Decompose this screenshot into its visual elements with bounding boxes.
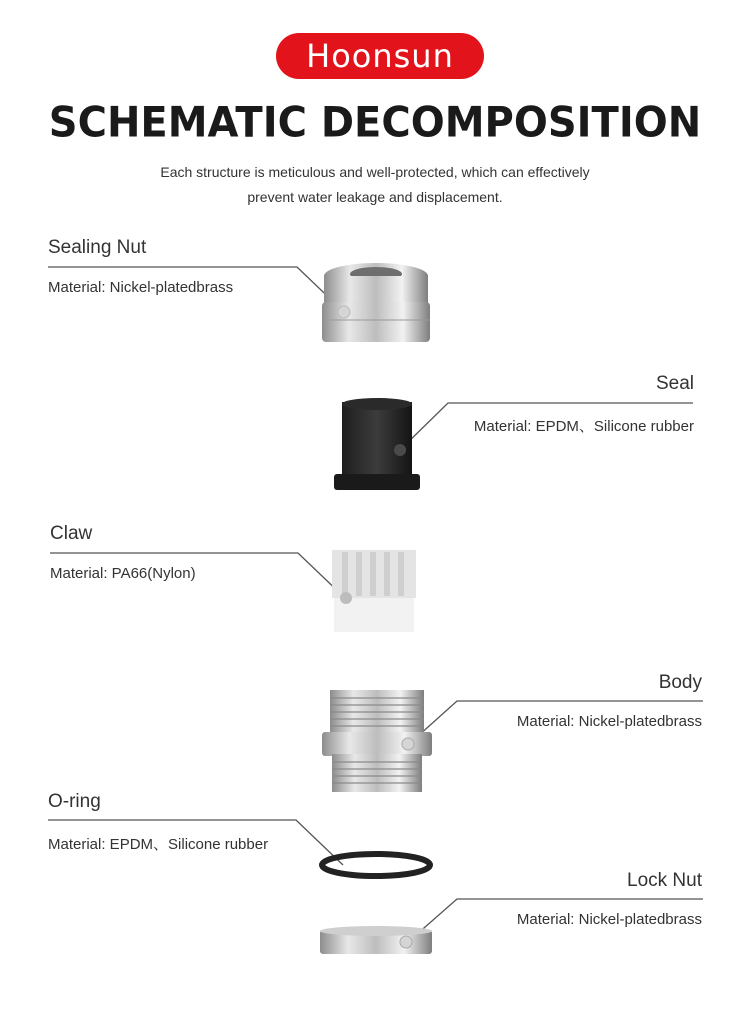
claw-material: Material: PA66(Nylon) — [50, 565, 196, 582]
brand-logo-text: Hoonsun — [306, 37, 454, 75]
o-ring-material: Material: EPDM、Silicone rubber — [48, 836, 269, 853]
seal-material: Material: EPDM、Silicone rubber — [473, 418, 694, 435]
claw-image — [328, 548, 420, 634]
seal-image — [332, 398, 422, 494]
o-ring-label: O-ring — [48, 791, 101, 812]
claw-label: Claw — [50, 523, 93, 544]
seal-label: Seal — [655, 373, 694, 394]
sealing-nut-image — [318, 262, 434, 344]
lock-nut-image — [318, 924, 434, 958]
body-label: Body — [658, 672, 702, 693]
subtitle-line-2: prevent water leakage and displacement. — [247, 189, 503, 205]
body-image — [320, 688, 434, 794]
o-ring-image — [318, 850, 434, 880]
lock-nut-material: Material: Nickel-platedbrass — [516, 911, 702, 928]
sealing-nut-label: Sealing Nut — [48, 237, 147, 258]
body-material: Material: Nickel-platedbrass — [516, 713, 702, 730]
lock-nut-label: Lock Nut — [627, 870, 702, 891]
subtitle-line-1: Each structure is meticulous and well-protected, which can effectively — [160, 164, 590, 180]
page-title: SCHEMATIC DECOMPOSITION — [48, 98, 702, 148]
sealing-nut-material: Material: Nickel-platedbrass — [48, 279, 234, 296]
